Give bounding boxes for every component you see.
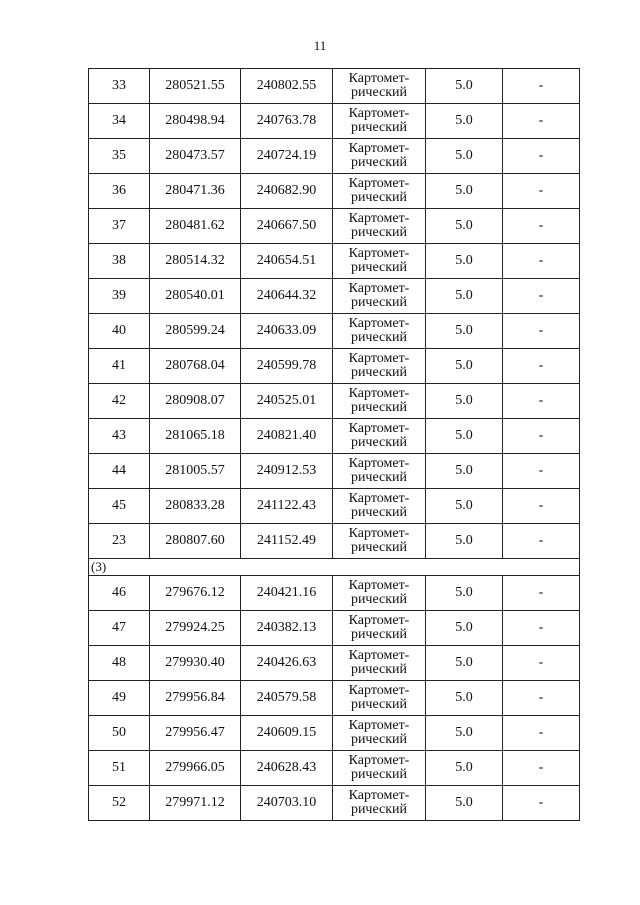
method-line-2: рический [350, 470, 408, 485]
method-line-2: рический [350, 365, 408, 380]
table-row [89, 576, 580, 611]
point-number-cell: 45 [89, 489, 150, 524]
coordinate-x-cell: 279676.12 [150, 576, 241, 611]
point-number-cell: 51 [89, 751, 150, 786]
method-line-1: Картомет- [348, 456, 410, 471]
coordinates-table [88, 68, 580, 821]
point-number-cell: 47 [89, 611, 150, 646]
coordinate-x-cell: 281005.57 [150, 454, 241, 489]
method-cell [333, 209, 426, 244]
accuracy-cell: 5.0 [426, 611, 503, 646]
method-cell [333, 454, 426, 489]
method-line-2: рический [350, 592, 408, 607]
accuracy-cell: 5.0 [426, 69, 503, 104]
method-line-2: рический [350, 120, 408, 135]
coordinate-y-cell: 240609.15 [241, 716, 333, 751]
coordinate-y-cell: 240654.51 [241, 244, 333, 279]
table-row [89, 314, 580, 349]
coordinate-y-cell: 240821.40 [241, 419, 333, 454]
method-cell [333, 681, 426, 716]
coordinate-y-cell: 240382.13 [241, 611, 333, 646]
coordinate-x-cell: 280540.01 [150, 279, 241, 314]
table-row [89, 174, 580, 209]
description-cell: - [503, 646, 580, 681]
coordinate-y-cell: 241122.43 [241, 489, 333, 524]
coordinates-table-body [89, 69, 580, 821]
method-line-1: Картомет- [348, 613, 410, 628]
accuracy-cell: 5.0 [426, 454, 503, 489]
method-line-2: рический [350, 260, 408, 275]
accuracy-cell: 5.0 [426, 786, 503, 821]
coordinate-x-cell: 280768.04 [150, 349, 241, 384]
table-row [89, 716, 580, 751]
method-line-1: Картомет- [348, 788, 410, 803]
description-cell: - [503, 279, 580, 314]
description-cell: - [503, 454, 580, 489]
description-cell: - [503, 681, 580, 716]
method-cell [333, 349, 426, 384]
accuracy-cell: 5.0 [426, 384, 503, 419]
method-line-1: Картомет- [348, 106, 410, 121]
coordinate-x-cell: 279971.12 [150, 786, 241, 821]
method-line-2: рический [350, 732, 408, 747]
method-line-2: рический [350, 802, 408, 817]
coordinate-x-cell: 279966.05 [150, 751, 241, 786]
method-cell [333, 786, 426, 821]
method-line-1: Картомет- [348, 211, 410, 226]
table-row [89, 646, 580, 681]
method-line-1: Картомет- [348, 246, 410, 261]
method-line-2: рический [350, 435, 408, 450]
point-number-cell: 33 [89, 69, 150, 104]
method-line-1: Картомет- [348, 753, 410, 768]
coordinate-x-cell: 279924.25 [150, 611, 241, 646]
method-cell [333, 576, 426, 611]
table-row [89, 384, 580, 419]
table-row [89, 524, 580, 559]
coordinate-y-cell: 240703.10 [241, 786, 333, 821]
description-cell: - [503, 524, 580, 559]
method-line-2: рический [350, 85, 408, 100]
coordinate-y-cell: 240599.78 [241, 349, 333, 384]
accuracy-cell: 5.0 [426, 104, 503, 139]
method-line-1: Картомет- [348, 351, 410, 366]
method-line-1: Картомет- [348, 491, 410, 506]
table-row [89, 209, 580, 244]
description-cell: - [503, 349, 580, 384]
coordinate-x-cell: 280599.24 [150, 314, 241, 349]
table-row [89, 489, 580, 524]
point-number-cell: 43 [89, 419, 150, 454]
accuracy-cell: 5.0 [426, 244, 503, 279]
point-number-cell: 41 [89, 349, 150, 384]
description-cell: - [503, 576, 580, 611]
point-number-cell: 40 [89, 314, 150, 349]
coordinate-x-cell: 279956.84 [150, 681, 241, 716]
description-cell: - [503, 384, 580, 419]
coordinate-x-cell: 280471.36 [150, 174, 241, 209]
coordinate-y-cell: 241152.49 [241, 524, 333, 559]
method-cell [333, 104, 426, 139]
coordinate-x-cell: 280833.28 [150, 489, 241, 524]
method-line-2: рический [350, 540, 408, 555]
accuracy-cell: 5.0 [426, 576, 503, 611]
coordinate-x-cell: 280481.62 [150, 209, 241, 244]
table-row [89, 69, 580, 104]
method-line-2: рический [350, 767, 408, 782]
method-line-1: Картомет- [348, 526, 410, 541]
point-number-cell: 34 [89, 104, 150, 139]
coordinate-x-cell: 280473.57 [150, 139, 241, 174]
method-line-2: рический [350, 400, 408, 415]
accuracy-cell: 5.0 [426, 489, 503, 524]
method-line-1: Картомет- [348, 316, 410, 331]
table-row [89, 786, 580, 821]
method-cell [333, 244, 426, 279]
table-row [89, 611, 580, 646]
accuracy-cell: 5.0 [426, 716, 503, 751]
method-line-1: Картомет- [348, 683, 410, 698]
method-line-1: Картомет- [348, 386, 410, 401]
method-line-2: рический [350, 697, 408, 712]
method-line-1: Картомет- [348, 718, 410, 733]
section-label-row [89, 559, 580, 576]
description-cell: - [503, 209, 580, 244]
description-cell: - [503, 786, 580, 821]
method-cell [333, 716, 426, 751]
method-line-1: Картомет- [348, 578, 410, 593]
coordinate-y-cell: 240579.58 [241, 681, 333, 716]
method-line-1: Картомет- [348, 71, 410, 86]
coordinate-y-cell: 240724.19 [241, 139, 333, 174]
table-row [89, 279, 580, 314]
description-cell: - [503, 489, 580, 524]
point-number-cell: 48 [89, 646, 150, 681]
description-cell: - [503, 611, 580, 646]
method-cell [333, 419, 426, 454]
method-line-2: рический [350, 505, 408, 520]
accuracy-cell: 5.0 [426, 646, 503, 681]
accuracy-cell: 5.0 [426, 139, 503, 174]
coordinate-y-cell: 240802.55 [241, 69, 333, 104]
method-cell [333, 524, 426, 559]
method-line-1: Картомет- [348, 141, 410, 156]
method-cell [333, 611, 426, 646]
coordinate-y-cell: 240644.32 [241, 279, 333, 314]
method-cell [333, 279, 426, 314]
table-row [89, 751, 580, 786]
coordinate-y-cell: 240912.53 [241, 454, 333, 489]
coordinate-x-cell: 280498.94 [150, 104, 241, 139]
point-number-cell: 49 [89, 681, 150, 716]
method-cell [333, 314, 426, 349]
coordinate-y-cell: 240525.01 [241, 384, 333, 419]
description-cell: - [503, 104, 580, 139]
description-cell: - [503, 174, 580, 209]
description-cell: - [503, 751, 580, 786]
point-number-cell: 23 [89, 524, 150, 559]
coordinate-y-cell: 240628.43 [241, 751, 333, 786]
coordinate-x-cell: 280908.07 [150, 384, 241, 419]
table-row [89, 349, 580, 384]
description-cell: - [503, 139, 580, 174]
accuracy-cell: 5.0 [426, 314, 503, 349]
coordinate-y-cell: 240763.78 [241, 104, 333, 139]
coordinate-x-cell: 279930.40 [150, 646, 241, 681]
accuracy-cell: 5.0 [426, 681, 503, 716]
method-line-1: Картомет- [348, 648, 410, 663]
coordinate-y-cell: 240633.09 [241, 314, 333, 349]
page-number: 11 [313, 38, 327, 53]
description-cell: - [503, 244, 580, 279]
point-number-cell: 38 [89, 244, 150, 279]
point-number-cell: 37 [89, 209, 150, 244]
coordinate-x-cell: 279956.47 [150, 716, 241, 751]
accuracy-cell: 5.0 [426, 349, 503, 384]
table-row [89, 419, 580, 454]
table-row [89, 681, 580, 716]
method-line-2: рический [350, 662, 408, 677]
point-number-cell: 35 [89, 139, 150, 174]
accuracy-cell: 5.0 [426, 419, 503, 454]
point-number-cell: 39 [89, 279, 150, 314]
method-line-2: рический [350, 190, 408, 205]
method-line-1: Картомет- [348, 421, 410, 436]
method-cell [333, 646, 426, 681]
coordinate-y-cell: 240421.16 [241, 576, 333, 611]
point-number-cell: 42 [89, 384, 150, 419]
description-cell: - [503, 314, 580, 349]
table-row [89, 454, 580, 489]
accuracy-cell: 5.0 [426, 751, 503, 786]
method-line-1: Картомет- [348, 281, 410, 296]
method-line-2: рический [350, 155, 408, 170]
point-number-cell: 50 [89, 716, 150, 751]
accuracy-cell: 5.0 [426, 174, 503, 209]
coordinate-y-cell: 240426.63 [241, 646, 333, 681]
coordinate-y-cell: 240667.50 [241, 209, 333, 244]
coordinate-x-cell: 280807.60 [150, 524, 241, 559]
section-label: (3) [89, 559, 580, 576]
method-line-2: рический [350, 627, 408, 642]
accuracy-cell: 5.0 [426, 209, 503, 244]
method-line-2: рический [350, 330, 408, 345]
coordinate-x-cell: 280514.32 [150, 244, 241, 279]
point-number-cell: 46 [89, 576, 150, 611]
description-cell: - [503, 69, 580, 104]
table-row [89, 104, 580, 139]
description-cell: - [503, 419, 580, 454]
description-cell: - [503, 716, 580, 751]
method-cell [333, 489, 426, 524]
coordinate-x-cell: 280521.55 [150, 69, 241, 104]
method-cell [333, 384, 426, 419]
method-line-2: рический [350, 295, 408, 310]
method-cell [333, 174, 426, 209]
method-line-1: Картомет- [348, 176, 410, 191]
point-number-cell: 36 [89, 174, 150, 209]
method-cell [333, 69, 426, 104]
table-row [89, 244, 580, 279]
method-cell [333, 751, 426, 786]
point-number-cell: 44 [89, 454, 150, 489]
accuracy-cell: 5.0 [426, 524, 503, 559]
coordinate-x-cell: 281065.18 [150, 419, 241, 454]
table-row [89, 139, 580, 174]
method-line-2: рический [350, 225, 408, 240]
point-number-cell: 52 [89, 786, 150, 821]
method-cell [333, 139, 426, 174]
coordinate-y-cell: 240682.90 [241, 174, 333, 209]
accuracy-cell: 5.0 [426, 279, 503, 314]
